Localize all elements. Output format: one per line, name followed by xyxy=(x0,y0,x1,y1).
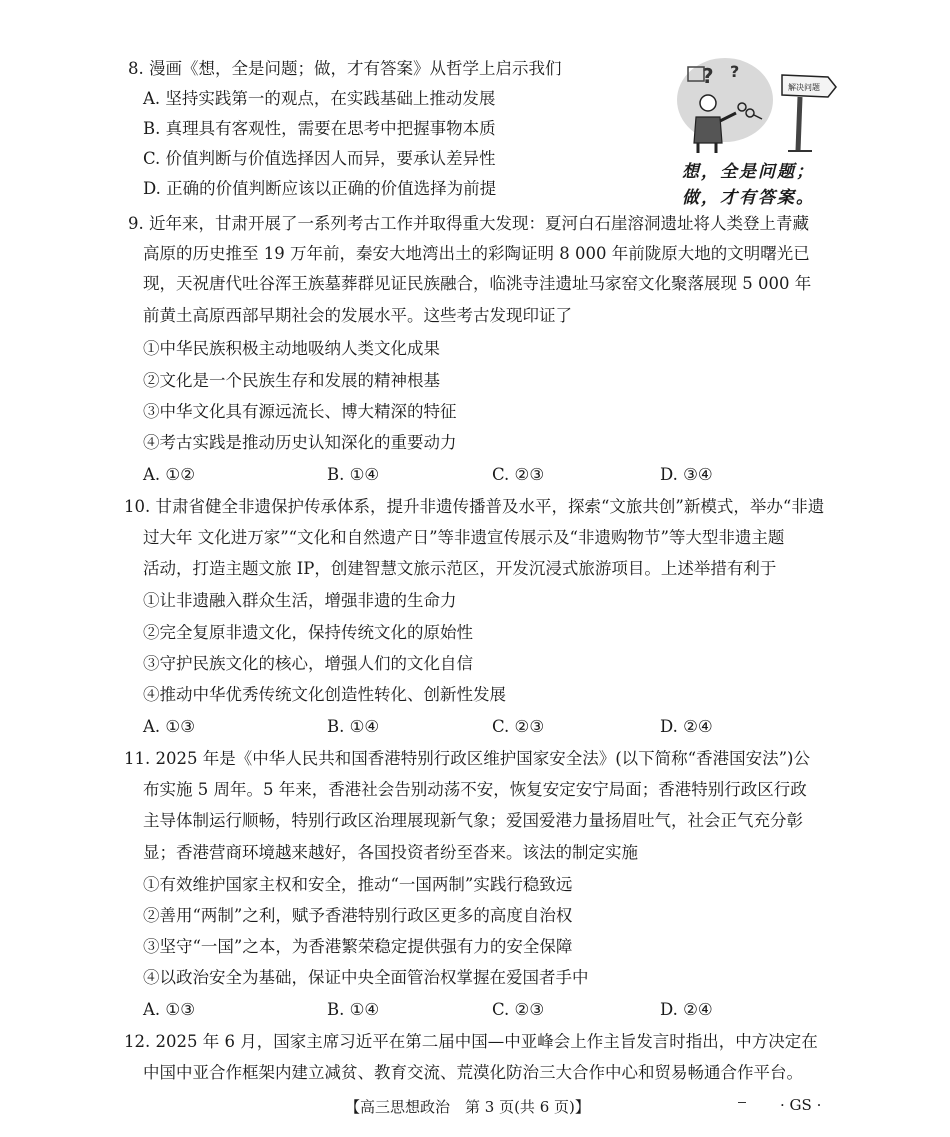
q11-stem-line1: 11. 2025 年是《中华人民共和国香港特别行政区维护国家安全法》(以下简称“香港国安法”)公 xyxy=(124,749,810,768)
q9-item-4: ④考古实践是推动历史认知深化的重要动力 xyxy=(143,433,457,452)
q11-choice-d: D. ②④ xyxy=(660,1000,713,1019)
q9-choice-a: A. ①② xyxy=(143,465,195,484)
q11-stem-line3: 主导体制运行顺畅，特别行政区治理展现新气象；爱国爱港力量扬眉吐气，社会正气充分彰 xyxy=(143,811,803,830)
q8-option-b: B. 真理具有客观性，需要在思考中把握事物本质 xyxy=(143,119,496,138)
q9-item-1: ①中华民族积极主动地吸纳人类文化成果 xyxy=(143,339,440,358)
q10-choice-a: A. ①③ xyxy=(143,717,195,736)
q10-item-2: ②完全复原非遗文化，保持传统文化的原始性 xyxy=(143,623,473,642)
q10-choice-c: C. ②③ xyxy=(492,717,545,736)
page-footer-label: 【高三思想政治 第 3 页(共 6 页)】 xyxy=(345,1098,590,1116)
q11-item-1: ①有效维护国家主权和安全，推动“一国两制”实践行稳致远 xyxy=(143,875,573,894)
q8-option-a: A. 坚持实践第一的观点，在实践基础上推动发展 xyxy=(143,89,496,108)
q12-stem-line1: 12. 2025 年 6 月，国家主席习近平在第二届中国—中亚峰会上作主旨发言时指出，中方决定在 xyxy=(124,1032,818,1051)
q9-choices xyxy=(143,464,823,486)
q9-stem-line2: 高原的历史推至 19 万年前，秦安大地湾出土的彩陶证明 8 000 年前陇原大地的文明曙光已 xyxy=(143,244,810,263)
svg-text:?: ? xyxy=(730,62,740,81)
q9-item-2: ②文化是一个民族生存和发展的精神根基 xyxy=(143,371,440,390)
q10-item-3: ③守护民族文化的核心，增强人们的文化自信 xyxy=(143,654,473,673)
comic-caption-line2: 做，才有答案。 xyxy=(682,188,815,208)
q11-item-2: ②善用“两制”之利，赋予香港特别行政区更多的高度自治权 xyxy=(143,906,573,925)
q11-item-4: ④以政治安全为基础，保证中央全面管治权掌握在爱国者手中 xyxy=(143,968,589,987)
q10-stem-line3: 活动，打造主题文旅 IP，创建智慧文旅示范区，开发沉浸式旅游项目。上述举措有利于 xyxy=(143,559,777,578)
q11-choice-a: A. ①③ xyxy=(143,1000,195,1019)
q10-stem-line1: 10. 甘肃省健全非遗保护传承体系，提升非遗传播普及水平，探索“文旅共创”新模式，举办“非遗 xyxy=(124,497,825,516)
signpost-text: 解决问题 xyxy=(788,83,820,92)
q11-stem-line2: 布实施 5 周年。5 年来，香港社会告别动荡不安，恢复安定安宁局面；香港特别行政区行政 xyxy=(143,780,807,799)
q9-stem-line4: 前黄土高原西部早期社会的发展水平。这些考古发现印证了 xyxy=(143,306,572,325)
q10-choice-b: B. ①④ xyxy=(327,717,380,736)
comic-drawing xyxy=(670,55,840,155)
q8-stem: 8. 漫画《想，全是问题；做，才有答案》从哲学上启示我们 xyxy=(128,59,562,78)
q9-choice-c: C. ②③ xyxy=(492,465,545,484)
comic-caption-line1: 想，全是问题； xyxy=(682,162,815,182)
q10-item-4: ④推动中华优秀传统文化创造性转化、创新性发展 xyxy=(143,685,506,704)
comic-illustration xyxy=(670,55,840,208)
q11-choice-b: B. ①④ xyxy=(327,1000,380,1019)
q10-choice-d: D. ②④ xyxy=(660,717,713,736)
q11-choice-c: C. ②③ xyxy=(492,1000,545,1019)
q9-item-3: ③中华文化具有源远流长、博大精深的特征 xyxy=(143,402,457,421)
q11-choices xyxy=(143,999,823,1021)
q9-stem-line3: 现，天祝唐代吐谷浑王族墓葬群见证民族融合，临洮寺洼遗址马家窑文化聚落展现 5 000 年 xyxy=(143,274,812,293)
q9-stem-line1: 9. 近年来，甘肃开展了一系列考古工作并取得重大发现：夏河白石崖溶洞遗址将人类登上青藏 xyxy=(128,214,809,233)
q11-item-3: ③坚守“一国”之本，为香港繁荣稳定提供强有力的安全保障 xyxy=(143,937,573,956)
svg-text:?: ? xyxy=(702,64,714,88)
q10-item-1: ①让非遗融入群众生活，增强非遗的生命力 xyxy=(143,591,457,610)
q10-choices xyxy=(143,716,823,738)
footer-dash xyxy=(738,1102,746,1103)
q9-choice-b: B. ①④ xyxy=(327,465,380,484)
q9-choice-d: D. ③④ xyxy=(660,465,713,484)
q11-stem-line4: 显；香港营商环境越来越好，各国投资者纷至沓来。该法的制定实施 xyxy=(143,843,638,862)
q12-stem-line2: 中国中亚合作框架内建立减贫、教育交流、荒漠化防治三大合作中心和贸易畅通合作平台。 xyxy=(143,1063,803,1082)
q10-stem-line2: 过大年 文化进万家”“文化和自然遗产日”等非遗宣传展示及“非遗购物节”等大型非遗主题 xyxy=(143,528,785,547)
q8-option-d: D. 正确的价值判断应该以正确的价值选择为前提 xyxy=(143,179,497,198)
page-footer-code: · GS · xyxy=(780,1096,822,1114)
q8-option-c: C. 价值判断与价值选择因人而异，要承认差异性 xyxy=(143,149,496,168)
